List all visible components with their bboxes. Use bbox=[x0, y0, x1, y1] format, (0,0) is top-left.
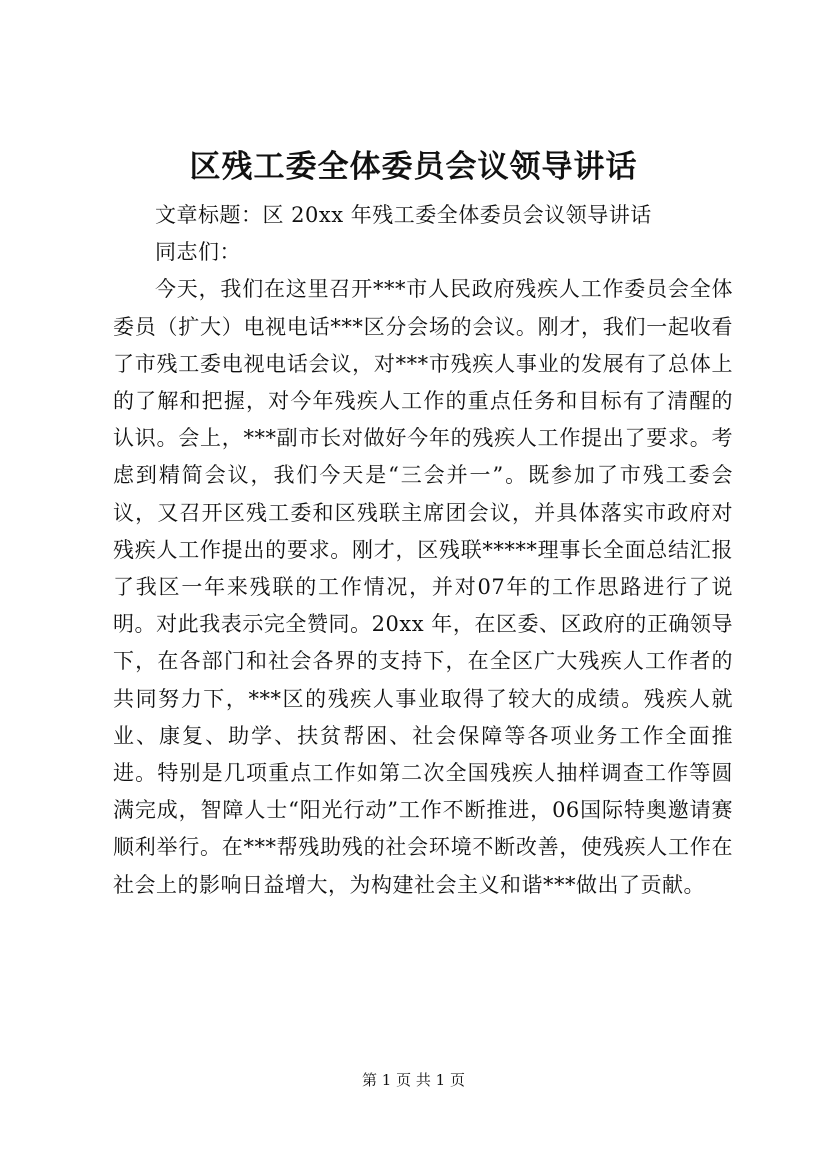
article-title-line: 文章标题：区 20xx 年残工委全体委员会议领导讲话 bbox=[155, 203, 652, 227]
document-title: 区残工委全体委员会议领导讲话 bbox=[189, 149, 638, 185]
body-paragraph: 今天，我们在这里召开***市人民政府残疾人工作委员会全体委员（扩大）电视电话***区分会场的会议。刚才，我们一起收看了市残工委电视电话会议，对***市残疾人事业的发展有了总体上的了解和把握，对今年残疾人工作的重点任务和目标有了清醒的认识。会上，***副市长对做好今年的残疾人工作提出了要求。考虑到精简会议，我们今天是“三会并一”。既参加了市残工委会议，又召开区残工委和区残联主席团会议，并具体落实市政府对残疾人工作提出的要求。刚才，区残联*****理事长全面总结汇报了我区一年来残联的工作情况，并对07年的工作思路进行了说明。对此我表示完全赞同。20xx 年，在区委、区政府的正确领导下，在各部门和社会各界的支持下，在全区广大残疾人工作者的共同努力下，***区的残疾人事业取得了较大的成绩。残疾人就业、康复、助学、扶贫帮困、社会保障等各项业务工作全面推进。特别是几项重点工作如第二次全国残疾人抽样调查工作等圆满完成，智障人士“阳光行动”工作不断推进，06国际特奥邀请赛顺利举行。在***帮残助残的社会环境不断改善，使残疾人工作在社会上的影响日益增大，为构建社会主义和谐***做出了贡献。 bbox=[113, 277, 733, 897]
document-body bbox=[113, 197, 733, 904]
page-footer: 第 1 页 共 1 页 bbox=[362, 1071, 465, 1089]
salutation: 同志们： bbox=[155, 240, 241, 265]
